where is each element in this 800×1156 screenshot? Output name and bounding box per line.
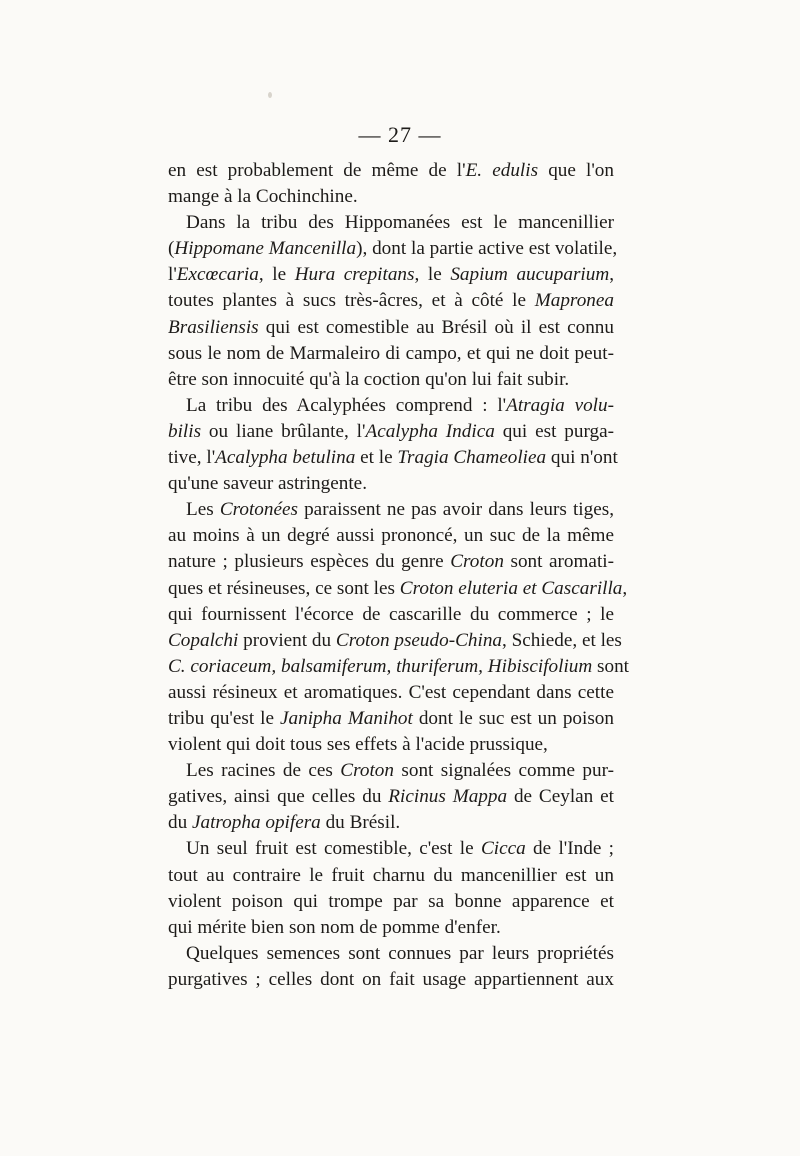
text-line [168, 654, 630, 680]
text-line [168, 158, 614, 184]
italic-text: Brasiliensis [168, 316, 259, 338]
text-span: gatives, ainsi que celles du [168, 786, 389, 808]
text-line [168, 471, 614, 497]
italic-text: Jatropha opifera [191, 812, 321, 834]
text-line [168, 393, 614, 419]
text-line [168, 210, 614, 236]
italic-text: Acalypha Indica [365, 420, 495, 442]
text-line [168, 628, 622, 654]
text-span: de l'Inde ; [525, 838, 614, 860]
text-line [168, 915, 614, 941]
italic-text: Croton eluteria et Cascarilla [399, 577, 623, 599]
text-line [168, 810, 614, 836]
text-line [168, 315, 614, 341]
body-text [168, 158, 630, 993]
text-span: tout au contraire le fruit charnu du mancenillier est un [168, 864, 614, 886]
text-span: du [168, 812, 192, 834]
text-span: provient du [238, 629, 336, 651]
text-line [168, 288, 614, 314]
text-span: violent qui doit tous ses effets à l'acide prussique, [168, 734, 548, 756]
text-line [168, 367, 614, 393]
text-line [168, 784, 614, 810]
italic-text: Hura crepitans [294, 264, 415, 286]
text-span: l' [168, 264, 177, 286]
text-span: qui fournissent l'écorce de cascarille du commerce ; le [168, 603, 614, 625]
text-span: ques et résineuses, ce sont les [168, 577, 400, 599]
text-span: sous le nom de Marmaleiro di campo, et qui ne doit peut- [168, 342, 614, 364]
text-span: en est probablement de même de l' [168, 160, 466, 181]
text-line [168, 549, 614, 575]
text-span: tribu qu'est le [168, 707, 281, 729]
text-span: que l'on [538, 160, 614, 181]
text-span: du Brésil. [320, 812, 401, 834]
text-span: , le [414, 264, 451, 286]
text-span: et le [355, 447, 398, 469]
text-span: Les racines de ces [186, 760, 341, 782]
italic-text: Croton pseudo-China [335, 629, 503, 651]
italic-text: Copalchi [168, 629, 239, 651]
text-span: Un seul fruit est comestible, c'est le [186, 838, 481, 860]
italic-text: Hippomane Mancenilla [174, 238, 357, 260]
text-span: , le [258, 264, 295, 286]
text-span: au moins à un degré aussi prononcé, un suc de la même [168, 525, 614, 547]
text-span: qui est purga- [494, 420, 614, 442]
text-span: paraissent ne pas avoir dans leurs tiges, [297, 499, 614, 521]
text-span: sont signalées comme pur- [393, 760, 614, 782]
text-line [168, 236, 618, 262]
text-line [168, 863, 614, 889]
text-line [168, 836, 614, 862]
text-span: qu'une saveur astringente. [168, 473, 367, 495]
text-span: nature ; plusieurs espèces du genre [168, 551, 451, 573]
text-line [168, 889, 614, 915]
text-line [168, 941, 614, 967]
text-span: qui mérite bien son nom de pomme d'enfer. [168, 916, 501, 938]
italic-text: Excœcaria [176, 264, 259, 286]
text-span: toutes plantes à sucs très-âcres, et à côté le [168, 290, 535, 312]
text-span: purgatives ; celles dont on fait usage appartiennent aux [168, 968, 614, 990]
text-line [168, 758, 614, 784]
text-span: dont le suc est un poison [412, 707, 614, 729]
text-span: Les [186, 499, 220, 521]
italic-text: Janipha Manihot [280, 707, 413, 729]
text-line [168, 419, 614, 445]
text-line [168, 967, 614, 993]
text-line [168, 680, 614, 706]
italic-text: Atragia volu- [506, 394, 614, 416]
text-line [168, 262, 614, 288]
page-number: — 27 — [358, 122, 442, 147]
italic-text: Cicca [480, 838, 526, 860]
text-span: ( [168, 238, 175, 260]
text-span: qui n'ont [546, 447, 618, 469]
text-span: de Ceylan et [507, 786, 614, 808]
text-span: , [609, 264, 614, 286]
italic-text: Sapium aucuparium [450, 264, 610, 286]
text-line [168, 497, 614, 523]
text-span: ou liane brûlante, l' [201, 420, 366, 442]
text-line [168, 602, 614, 628]
italic-text: Ricinus Mappa [388, 786, 508, 808]
text-span: violent poison qui trompe par sa bonne apparence et [168, 890, 614, 912]
text-span: Dans la tribu des Hippomanées est le mancenillier [186, 212, 614, 234]
text-span: aussi résineux et aromatiques. C'est cependant dans cette [168, 681, 614, 703]
text-span: tive, l' [168, 447, 216, 469]
text-span: sont [592, 655, 630, 677]
text-span: ), dont la partie active est volatile, [356, 238, 618, 260]
italic-text: Mapronea [534, 290, 614, 312]
text-line [168, 706, 614, 732]
italic-text: Acalypha betulina [215, 447, 356, 469]
text-line [168, 341, 614, 367]
paper-speck [268, 92, 272, 98]
text-span: sont aromati- [503, 551, 614, 573]
text-span: qui est comestible au Brésil où il est connu [258, 316, 614, 338]
text-span: être son innocuité qu'à la coction qu'on lui fait subir. [168, 368, 570, 390]
text-line [168, 184, 614, 210]
text-line [168, 576, 628, 602]
text-span: , [622, 577, 628, 599]
italic-text: E. edulis [465, 160, 539, 181]
italic-text: bilis [168, 420, 202, 442]
italic-text: C. coriaceum, balsamiferum, thuriferum, Hibiscifolium [168, 655, 593, 677]
text-span: La tribu des Acalyphées comprend : l' [186, 394, 507, 416]
italic-text: Tragia Chameoliea [397, 447, 547, 469]
italic-text: Croton [450, 551, 504, 573]
italic-text: Crotonées [219, 499, 298, 521]
text-line [168, 732, 614, 758]
text-line [168, 523, 614, 549]
text-span: mange à la Cochinchine. [168, 186, 358, 208]
text-span: Quelques semences sont connues par leurs propriétés [186, 942, 614, 964]
text-span: , Schiede, et les [502, 629, 622, 651]
italic-text: Croton [340, 760, 394, 782]
text-line [168, 445, 618, 471]
